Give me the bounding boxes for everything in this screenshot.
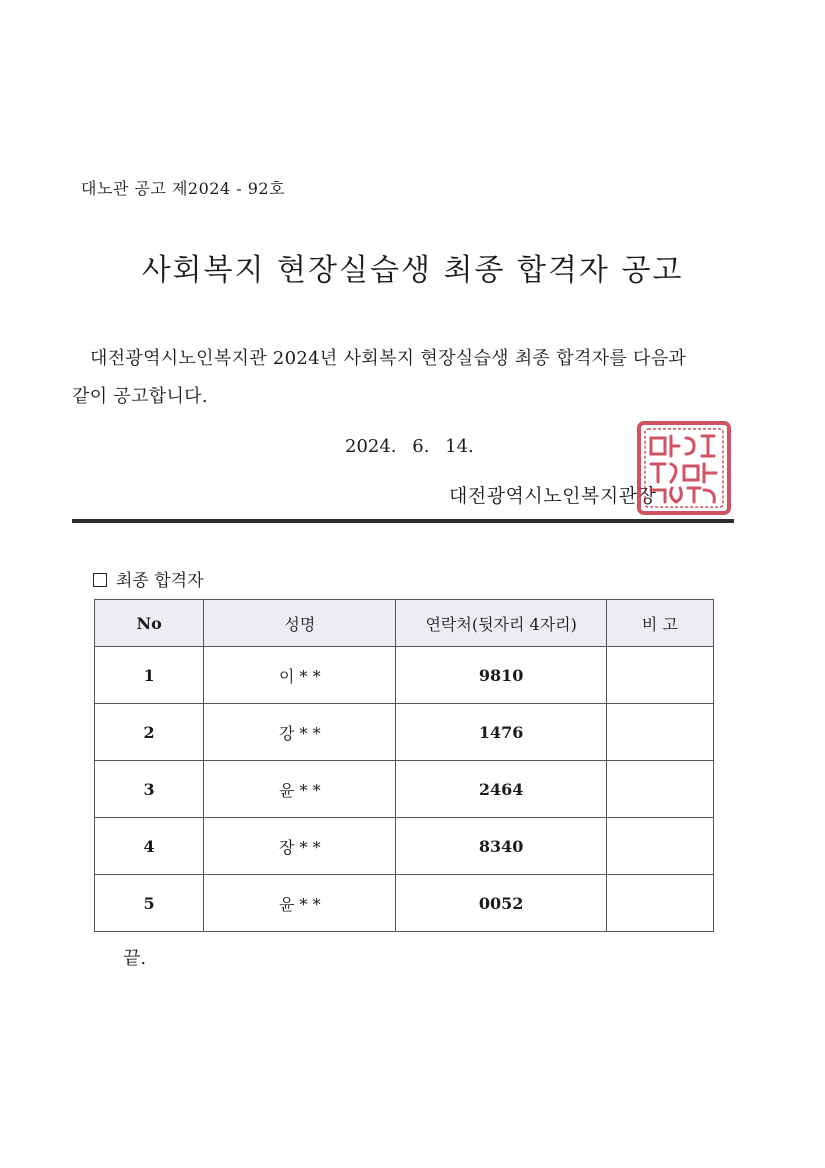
- row-phone: 8340: [396, 818, 606, 875]
- section-heading-label: 최종 합격자: [116, 571, 204, 591]
- table-row: [95, 761, 714, 818]
- row-phone: 0052: [396, 875, 606, 932]
- document-number: 대노관 공고 제2024 - 92호: [81, 179, 286, 198]
- row-no: 3: [95, 761, 204, 818]
- header-no: No: [95, 600, 204, 647]
- table-row: [95, 818, 714, 875]
- row-note: [606, 704, 713, 761]
- table-header-row: [95, 600, 714, 647]
- table-row: [95, 647, 714, 704]
- announcement-body: [72, 340, 730, 416]
- row-note: [606, 818, 713, 875]
- row-name: 윤 * *: [204, 761, 396, 818]
- square-bullet-icon: [93, 573, 107, 587]
- section-heading: [93, 566, 204, 591]
- row-note: [606, 761, 713, 818]
- row-no: 4: [95, 818, 204, 875]
- table-row: [95, 704, 714, 761]
- section-divider: [72, 519, 734, 523]
- row-note: [606, 875, 713, 932]
- announcement-date: 2024. 6. 14.: [345, 436, 474, 457]
- results-table: [94, 599, 714, 932]
- page-title: 사회복지 현장실습생 최종 합격자 공고: [141, 253, 684, 288]
- row-name: 이 * *: [204, 647, 396, 704]
- body-line-1: 대전광역시노인복지관 2024년 사회복지 현장실습생 최종 합격자를 다음과: [90, 348, 687, 369]
- row-name: 윤 * *: [204, 875, 396, 932]
- row-phone: 2464: [396, 761, 606, 818]
- header-name: 성명: [204, 600, 396, 647]
- row-name: 강 * *: [204, 704, 396, 761]
- signer-name: 대전광역시노인복지관장: [449, 485, 657, 507]
- row-no: 5: [95, 875, 204, 932]
- table-row: [95, 875, 714, 932]
- header-phone: 연락처(뒷자리 4자리): [396, 600, 606, 647]
- row-no: 2: [95, 704, 204, 761]
- body-line-2: 같이 공고합니다.: [72, 386, 208, 407]
- row-no: 1: [95, 647, 204, 704]
- end-mark: 끝.: [123, 948, 147, 969]
- row-note: [606, 647, 713, 704]
- row-name: 장 * *: [204, 818, 396, 875]
- official-seal-icon: [636, 420, 732, 516]
- header-note: 비 고: [606, 600, 713, 647]
- row-phone: 1476: [396, 704, 606, 761]
- row-phone: 9810: [396, 647, 606, 704]
